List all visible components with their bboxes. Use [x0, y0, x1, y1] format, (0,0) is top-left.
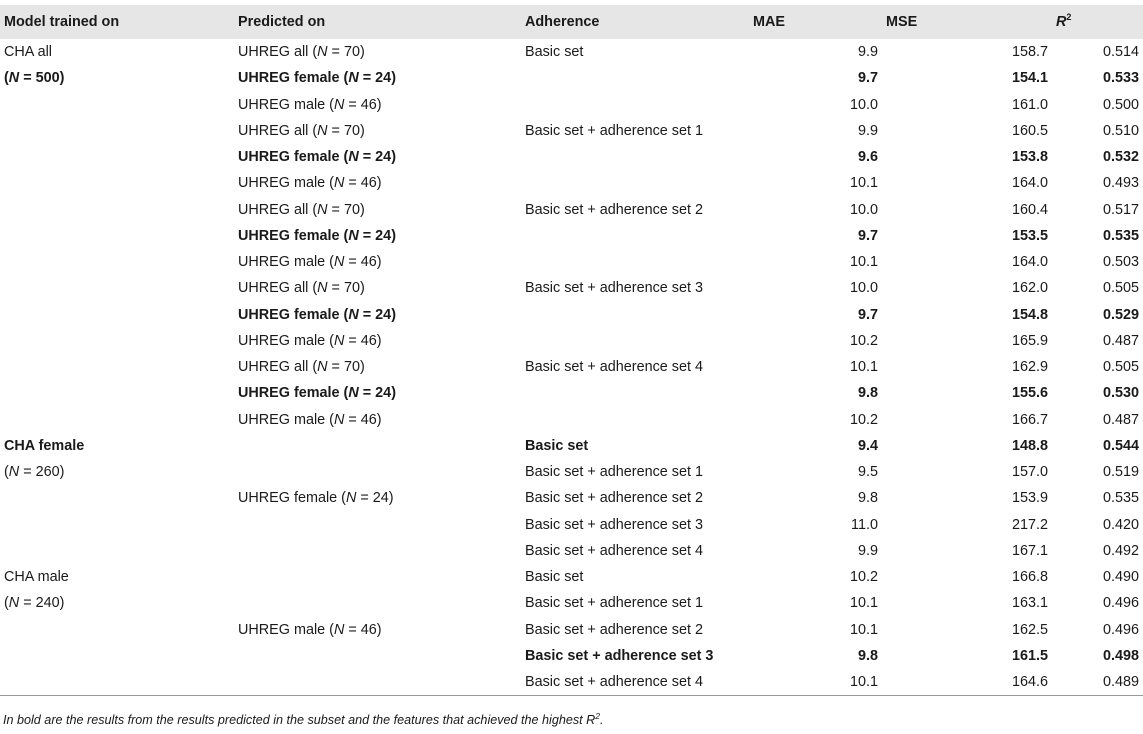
- predicted-n-value: 70: [343, 201, 360, 218]
- cell-r2: 0.535: [1102, 227, 1139, 244]
- cell-mse: 165.9: [1011, 332, 1048, 349]
- footnote-end: .: [600, 713, 604, 727]
- predicted-n-symbol: N: [348, 149, 359, 166]
- cell-mae: 9.7: [857, 306, 878, 323]
- table-row: [0, 512, 1143, 538]
- cell-predicted-on: [234, 328, 521, 354]
- cell-predicted-on: [234, 39, 521, 65]
- cell-r2: 0.489: [1052, 669, 1143, 695]
- cell-mae: 9.4: [857, 437, 878, 454]
- cell-r2: 0.530: [1102, 385, 1139, 402]
- predicted-n-sep: =: [327, 201, 344, 218]
- predicted-n-sep: =: [344, 96, 361, 113]
- table-row: [0, 197, 1143, 223]
- cell-adherence: Basic set + adherence set 1: [525, 595, 703, 612]
- model-name: CHA male: [4, 569, 69, 586]
- cell-mse: 160.5: [1011, 122, 1048, 139]
- cell-adherence: Basic set + adherence set 2: [525, 621, 703, 638]
- model-n-sep: =: [19, 70, 36, 87]
- footnote-text: In bold are the results from the results predicted in the subset and the features that achieved the highest: [3, 713, 587, 727]
- cell-model-trained-on: [0, 39, 234, 65]
- cell-mae: 10.2: [849, 332, 878, 349]
- predicted-n-symbol: N: [317, 280, 328, 297]
- cell-model-trained-on: [0, 249, 234, 275]
- predicted-n-value: 70: [343, 122, 360, 139]
- table-row: [0, 590, 1143, 616]
- cell-mae: 9.8: [857, 647, 878, 664]
- cell-mse: 162.9: [1011, 359, 1048, 376]
- cell-model-trained-on: [0, 590, 234, 616]
- cell-r2: 0.492: [1102, 542, 1139, 559]
- model-n-symbol: N: [8, 70, 20, 87]
- header-r2-exponent: 2: [1066, 12, 1072, 23]
- cell-mae: 10.2: [849, 569, 878, 586]
- predicted-close-paren: ): [391, 70, 396, 87]
- predicted-label: UHREG male (: [238, 621, 334, 638]
- cell-mse: 161.0: [1011, 96, 1048, 113]
- predicted-label: UHREG male (: [238, 332, 334, 349]
- cell-r2: 0.544: [1102, 437, 1139, 454]
- cell-mae: 10.0: [849, 280, 878, 297]
- cell-mae: 9.7: [857, 227, 878, 244]
- cell-adherence: [521, 170, 749, 196]
- cell-r2: 0.496: [1102, 595, 1139, 612]
- cell-mae: 10.1: [849, 359, 878, 376]
- cell-r2: 0.500: [1102, 96, 1139, 113]
- table-row: [0, 65, 1143, 91]
- predicted-n-value: 24: [375, 149, 392, 166]
- cell-r2: 0.514: [1102, 44, 1139, 61]
- predicted-n-symbol: N: [333, 254, 345, 271]
- cell-predicted-on: [234, 512, 521, 538]
- cell-predicted-on: [234, 144, 521, 170]
- cell-r2: 0.517: [1102, 201, 1139, 218]
- cell-predicted-on: [234, 669, 521, 695]
- cell-mae: 10.1: [849, 254, 878, 271]
- table-row: [0, 92, 1143, 118]
- cell-model-trained-on: [0, 354, 234, 380]
- cell-predicted-on: [234, 433, 521, 459]
- cell-mae: 9.8: [857, 490, 878, 507]
- predicted-label: UHREG female (: [238, 227, 349, 244]
- predicted-n-sep: =: [327, 359, 344, 376]
- predicted-label: UHREG all (: [238, 280, 318, 297]
- predicted-close-paren: ): [376, 175, 382, 192]
- cell-mse: 153.5: [1011, 227, 1048, 244]
- cell-adherence: Basic set + adherence set 3: [525, 647, 714, 664]
- model-n-symbol: N: [8, 464, 20, 481]
- cell-model-trained-on: [0, 144, 234, 170]
- cell-predicted-on: [234, 564, 521, 590]
- table-row: [0, 249, 1143, 275]
- predicted-n-value: 46: [360, 254, 377, 271]
- model-open-paren: (: [4, 464, 9, 481]
- predicted-close-paren: ): [388, 490, 394, 507]
- predicted-n-sep: =: [344, 175, 361, 192]
- predicted-n-value: 24: [375, 385, 392, 402]
- predicted-n-symbol: N: [317, 201, 328, 218]
- predicted-n-sep: =: [327, 122, 344, 139]
- cell-predicted-on: [234, 590, 521, 616]
- predicted-n-sep: =: [344, 621, 361, 638]
- cell-r2: 0.510: [1102, 122, 1139, 139]
- predicted-label: UHREG female (: [238, 385, 349, 402]
- model-n-value: 240: [35, 595, 60, 612]
- table-row: [0, 302, 1143, 328]
- cell-predicted-on: [234, 302, 521, 328]
- cell-mse: 217.2: [1011, 516, 1048, 533]
- cell-mse: 164.0: [1011, 254, 1048, 271]
- predicted-n-symbol: N: [317, 44, 328, 61]
- cell-model-trained-on: [0, 643, 234, 669]
- table-row: [0, 170, 1143, 196]
- cell-mse: 148.8: [1011, 437, 1048, 454]
- predicted-label: UHREG male (: [238, 254, 334, 271]
- model-n-sep: =: [19, 464, 36, 481]
- cell-mse: 153.9: [1011, 490, 1048, 507]
- table-row: [0, 459, 1143, 485]
- model-close-paren: ): [59, 595, 65, 612]
- table-row: [0, 669, 1143, 695]
- cell-r2: 0.496: [1102, 621, 1139, 638]
- predicted-label: UHREG all (: [238, 44, 318, 61]
- cell-adherence: [521, 249, 749, 275]
- cell-adherence: [521, 65, 749, 91]
- cell-mae: 9.9: [857, 122, 878, 139]
- cell-predicted-on: [234, 223, 521, 249]
- cell-predicted-on: [234, 643, 521, 669]
- cell-mse: 164.6: [882, 669, 1052, 695]
- table-row: [0, 407, 1143, 433]
- predicted-close-paren: ): [391, 385, 396, 402]
- table-row: [0, 328, 1143, 354]
- predicted-n-symbol: N: [333, 621, 345, 638]
- table-row: [0, 643, 1143, 669]
- cell-adherence: Basic set + adherence set 1: [525, 122, 703, 139]
- cell-adherence: Basic set + adherence set 3: [525, 516, 703, 533]
- table-row: [0, 275, 1143, 301]
- cell-adherence: [521, 407, 749, 433]
- predicted-n-symbol: N: [333, 332, 345, 349]
- table-row: [0, 380, 1143, 406]
- table-body: [0, 39, 1143, 695]
- predicted-n-sep: =: [358, 385, 376, 402]
- predicted-n-symbol: N: [333, 175, 345, 192]
- cell-mae: 9.9: [857, 542, 878, 559]
- cell-r2: 0.529: [1102, 306, 1139, 323]
- cell-mae: 10.2: [849, 411, 878, 428]
- predicted-n-value: 46: [360, 96, 377, 113]
- predicted-n-symbol: N: [317, 122, 328, 139]
- cell-model-trained-on: [0, 407, 234, 433]
- cell-mse: 155.6: [1011, 385, 1048, 402]
- predicted-label: UHREG female (: [238, 490, 346, 507]
- predicted-n-sep: =: [327, 44, 344, 61]
- model-n-sep: =: [19, 595, 36, 612]
- cell-mae: 9.6: [857, 149, 878, 166]
- cell-predicted-on: [234, 485, 521, 511]
- cell-model-trained-on: [0, 118, 234, 144]
- table-row: [0, 617, 1143, 643]
- cell-mae: 9.7: [857, 70, 878, 87]
- cell-adherence: Basic set: [525, 569, 584, 586]
- cell-model-trained-on: [0, 197, 234, 223]
- footnote-r-letter: R: [586, 713, 596, 727]
- cell-predicted-on: [234, 249, 521, 275]
- cell-mse: 153.8: [1011, 149, 1048, 166]
- cell-r2: 0.487: [1102, 411, 1139, 428]
- cell-mse: 160.4: [1011, 201, 1048, 218]
- cell-mse: 157.0: [1011, 464, 1048, 481]
- cell-mse: 162.5: [1011, 621, 1048, 638]
- predicted-close-paren: ): [359, 359, 365, 376]
- model-name: CHA all: [4, 44, 52, 61]
- table-row: [0, 144, 1143, 170]
- footnote-r-exponent: 2: [595, 710, 601, 721]
- cell-model-trained-on: [0, 92, 234, 118]
- cell-model-trained-on: [0, 328, 234, 354]
- cell-adherence: [521, 144, 749, 170]
- header-model-trained-on: Model trained on: [4, 14, 120, 30]
- cell-mae: 10.0: [849, 96, 878, 113]
- cell-mse: 164.0: [1011, 175, 1048, 192]
- predicted-close-paren: ): [359, 44, 365, 61]
- cell-adherence: Basic set + adherence set 1: [525, 464, 703, 481]
- cell-model-trained-on: [0, 302, 234, 328]
- predicted-label: UHREG all (: [238, 359, 318, 376]
- predicted-n-symbol: N: [348, 385, 359, 402]
- model-open-paren: (: [4, 70, 9, 87]
- cell-model-trained-on: [0, 485, 234, 511]
- cell-r2: 0.533: [1102, 70, 1139, 87]
- model-n-value: 260: [35, 464, 60, 481]
- cell-adherence: [521, 302, 749, 328]
- cell-adherence: Basic set + adherence set 2: [525, 201, 703, 218]
- predicted-n-symbol: N: [348, 227, 359, 244]
- cell-predicted-on: [234, 617, 521, 643]
- predicted-n-sep: =: [344, 411, 361, 428]
- cell-mae: 9.5: [857, 464, 878, 481]
- cell-mse: 166.8: [1011, 569, 1048, 586]
- cell-mse: 154.1: [1011, 70, 1048, 87]
- cell-mae: 10.1: [849, 621, 878, 638]
- predicted-n-sep: =: [358, 306, 376, 323]
- cell-predicted-on: [234, 275, 521, 301]
- cell-model-trained-on: [0, 459, 234, 485]
- cell-adherence: Basic set + adherence set 2: [525, 490, 703, 507]
- cell-adherence: Basic set: [525, 44, 584, 61]
- cell-adherence: [521, 380, 749, 406]
- table-row: [0, 354, 1143, 380]
- cell-mse: 163.1: [1011, 595, 1048, 612]
- predicted-close-paren: ): [359, 122, 365, 139]
- model-open-paren: (: [4, 595, 9, 612]
- predicted-close-paren: ): [391, 227, 396, 244]
- header-r2: [1052, 5, 1143, 39]
- cell-mae: 10.1: [849, 595, 878, 612]
- model-close-paren: ): [59, 464, 65, 481]
- cell-mae: 10.0: [849, 201, 878, 218]
- header-mae: MAE: [753, 14, 785, 30]
- predicted-close-paren: ): [376, 621, 382, 638]
- cell-mse: 166.7: [1011, 411, 1048, 428]
- predicted-n-value: 46: [360, 332, 377, 349]
- cell-predicted-on: [234, 538, 521, 564]
- predicted-n-sep: =: [344, 332, 361, 349]
- predicted-n-value: 70: [343, 280, 360, 297]
- predicted-n-symbol: N: [345, 490, 357, 507]
- cell-model-trained-on: [0, 170, 234, 196]
- predicted-n-value: 24: [375, 227, 392, 244]
- predicted-label: UHREG female (: [238, 70, 349, 87]
- predicted-n-sep: =: [358, 227, 376, 244]
- predicted-n-value: 24: [372, 490, 389, 507]
- cell-r2: 0.420: [1102, 516, 1139, 533]
- predicted-n-value: 46: [360, 411, 377, 428]
- cell-adherence: [521, 92, 749, 118]
- model-close-paren: ): [59, 70, 65, 87]
- results-table: [0, 5, 1143, 696]
- predicted-close-paren: ): [376, 96, 382, 113]
- model-n-value: 500: [35, 70, 60, 87]
- predicted-close-paren: ): [391, 306, 396, 323]
- cell-r2: 0.503: [1102, 254, 1139, 271]
- cell-adherence: Basic set + adherence set 4: [525, 359, 703, 376]
- cell-mae: 9.8: [857, 385, 878, 402]
- table-row: [0, 538, 1143, 564]
- predicted-label: UHREG all (: [238, 201, 318, 218]
- cell-adherence: Basic set + adherence set 3: [525, 280, 703, 297]
- cell-model-trained-on: [0, 538, 234, 564]
- cell-mse: 162.0: [1011, 280, 1048, 297]
- predicted-n-symbol: N: [333, 411, 345, 428]
- predicted-n-sep: =: [356, 490, 373, 507]
- predicted-n-symbol: N: [333, 96, 345, 113]
- cell-predicted-on: [234, 380, 521, 406]
- cell-adherence: Basic set + adherence set 4: [521, 669, 749, 695]
- cell-r2: 0.505: [1102, 280, 1139, 297]
- predicted-n-sep: =: [344, 254, 361, 271]
- cell-predicted-on: [234, 197, 521, 223]
- cell-predicted-on: [234, 170, 521, 196]
- cell-adherence: [521, 328, 749, 354]
- table-row: [0, 485, 1143, 511]
- cell-predicted-on: [234, 118, 521, 144]
- predicted-n-symbol: N: [348, 70, 359, 87]
- cell-adherence: [521, 223, 749, 249]
- header-r2-letter: R: [1056, 14, 1067, 30]
- cell-mse: 161.5: [1011, 647, 1048, 664]
- predicted-close-paren: ): [376, 254, 382, 271]
- header-mse: MSE: [886, 14, 918, 30]
- predicted-label: UHREG male (: [238, 411, 334, 428]
- cell-predicted-on: [234, 459, 521, 485]
- predicted-n-value: 46: [360, 175, 377, 192]
- cell-model-trained-on: [0, 512, 234, 538]
- predicted-n-value: 24: [375, 70, 392, 87]
- cell-r2: 0.519: [1102, 464, 1139, 481]
- header-adherence: Adherence: [525, 14, 600, 30]
- predicted-label: UHREG female (: [238, 149, 349, 166]
- predicted-n-symbol: N: [348, 306, 359, 323]
- table-row: [0, 118, 1143, 144]
- cell-predicted-on: [234, 407, 521, 433]
- cell-model-trained-on: [0, 223, 234, 249]
- cell-mae: 9.9: [857, 44, 878, 61]
- cell-predicted-on: [234, 92, 521, 118]
- cell-adherence: Basic set + adherence set 4: [525, 542, 703, 559]
- predicted-close-paren: ): [359, 201, 365, 218]
- predicted-close-paren: ): [391, 149, 396, 166]
- cell-r2: 0.535: [1102, 490, 1139, 507]
- predicted-n-value: 24: [375, 306, 392, 323]
- cell-r2: 0.532: [1102, 149, 1139, 166]
- cell-predicted-on: [234, 354, 521, 380]
- cell-r2: 0.498: [1102, 647, 1139, 664]
- predicted-n-value: 46: [360, 621, 377, 638]
- cell-mse: 154.8: [1011, 306, 1048, 323]
- cell-predicted-on: [234, 65, 521, 91]
- predicted-close-paren: ): [376, 332, 382, 349]
- cell-r2: 0.490: [1102, 569, 1139, 586]
- cell-mse: 158.7: [1011, 44, 1048, 61]
- table-row: [0, 223, 1143, 249]
- cell-r2: 0.487: [1102, 332, 1139, 349]
- header-predicted-on: Predicted on: [238, 14, 326, 30]
- model-n-symbol: N: [8, 595, 20, 612]
- predicted-label: UHREG all (: [238, 122, 318, 139]
- cell-mse: 167.1: [1011, 542, 1048, 559]
- table-row: [0, 39, 1143, 65]
- predicted-label: UHREG male (: [238, 96, 334, 113]
- cell-model-trained-on: [0, 275, 234, 301]
- predicted-close-paren: ): [376, 411, 382, 428]
- cell-r2: 0.493: [1102, 175, 1139, 192]
- cell-mae: 10.1: [849, 175, 878, 192]
- predicted-label: UHREG male (: [238, 175, 334, 192]
- cell-model-trained-on: [0, 433, 234, 459]
- cell-model-trained-on: [0, 380, 234, 406]
- predicted-n-sep: =: [358, 149, 376, 166]
- cell-adherence: Basic set: [525, 437, 589, 454]
- predicted-n-symbol: N: [317, 359, 328, 376]
- cell-model-trained-on: [0, 669, 234, 695]
- predicted-n-value: 70: [343, 359, 360, 376]
- table-footnote: [3, 710, 604, 727]
- cell-model-trained-on: [0, 617, 234, 643]
- cell-mae: 11.0: [851, 516, 878, 533]
- predicted-n-sep: =: [358, 70, 376, 87]
- cell-model-trained-on: [0, 564, 234, 590]
- predicted-n-sep: =: [327, 280, 344, 297]
- model-name: CHA female: [4, 437, 85, 454]
- table-row: [0, 433, 1143, 459]
- table-row: [0, 564, 1143, 590]
- predicted-close-paren: ): [359, 280, 365, 297]
- predicted-n-value: 70: [343, 44, 360, 61]
- cell-mae: 10.1: [749, 669, 882, 695]
- cell-model-trained-on: [0, 65, 234, 91]
- predicted-label: UHREG female (: [238, 306, 349, 323]
- cell-r2: 0.505: [1102, 359, 1139, 376]
- table-header-row: [0, 5, 1143, 39]
